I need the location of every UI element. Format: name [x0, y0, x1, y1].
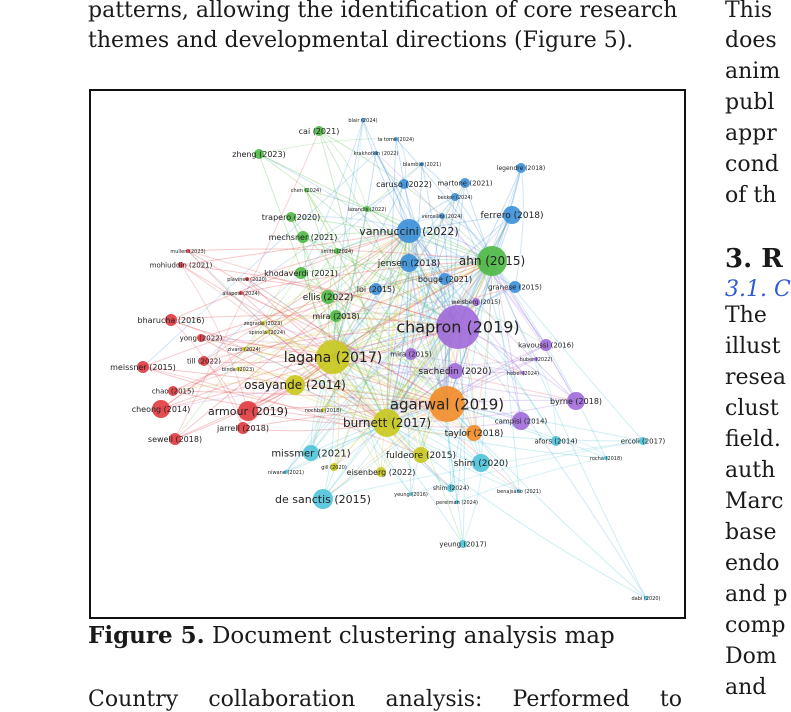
network-edge [323, 423, 387, 499]
bottom-word: Performed [512, 687, 630, 712]
network-node-label: campisi (2014) [494, 417, 548, 426]
network-node-label: spinola (2024) [248, 329, 286, 336]
network-node-label: allaposi (2024) [222, 290, 260, 297]
network-node-label: plavinee (2020) [227, 276, 267, 283]
right-column-line: of th [725, 183, 777, 208]
network-node-label: yeung (2016) [394, 491, 428, 498]
network-node-label: gill (2020) [321, 464, 347, 471]
network-node-label: cheong (2014) [131, 404, 191, 414]
network-node-label: lazandis (2022) [347, 206, 387, 213]
network-node-label: sachedin (2020) [418, 367, 492, 378]
network-node-label: mira (2015) [390, 350, 432, 359]
right-column-line: field. [725, 427, 781, 452]
network-node-label: vannuccini (2022) [359, 224, 459, 238]
network-node-label: blair (2024) [348, 117, 378, 124]
right-column-line: This [725, 0, 773, 23]
network-node-label: burnett (2017) [342, 416, 432, 431]
network-node-label: khodaverdi (2021) [264, 268, 338, 278]
network-node-label: bharucha (2016) [137, 315, 205, 325]
right-column-line: auth [725, 458, 776, 483]
network-node-label: blamble (2021) [402, 161, 442, 168]
intro-line-2: themes and developmental directions (Figure 5). [88, 28, 634, 53]
network-node-label: mohiuddin (2021) [149, 261, 213, 270]
network-node-label: chen (2024) [290, 187, 322, 194]
right-column-line: appr [725, 121, 777, 146]
network-node-label: perelman (2024) [436, 499, 478, 506]
clustering-network-figure [89, 89, 686, 619]
network-node-label: trapero (2020) [261, 212, 321, 222]
network-node-label: huber (2022) [519, 356, 553, 363]
network-node-label: mechsner (2021) [268, 232, 338, 242]
network-node-label: loi (2015) [356, 284, 396, 294]
network-node-label: benajsano (2021) [497, 488, 541, 495]
network-node-label: chao (2015) [151, 387, 195, 396]
figure-caption [88, 622, 615, 649]
network-node-label: jensen (2018) [377, 259, 441, 270]
network-node-label: weisberg (2015) [451, 299, 501, 307]
network-node-label: kavoussi (2016) [518, 341, 574, 350]
right-column-line: publ [725, 90, 775, 115]
right-column-line: anim [725, 59, 781, 84]
right-column-line: The [725, 303, 767, 328]
network-node-label: becker (2024) [437, 194, 473, 201]
network-node-label: smith (2024) [320, 248, 354, 255]
network-node-label: jarrell (2018) [217, 423, 269, 433]
bottom-paragraph-line [88, 687, 682, 712]
network-node-label: zivaro (2024) [227, 346, 261, 353]
network-node-label: dabi (2020) [631, 595, 661, 602]
network-node-label: shim (2024) [432, 485, 470, 493]
network-node-label: la torre (2024) [377, 136, 415, 143]
bottom-word: to [659, 687, 682, 712]
network-node-label: yong (2022) [179, 334, 223, 343]
network-node-label: cai (2021) [298, 126, 340, 136]
figure-caption-label: Figure 5. [88, 622, 205, 649]
network-node-label: chapron (2019) [396, 317, 520, 337]
network-node-label: agarwal (2019) [389, 395, 505, 414]
right-column-line: comp [725, 613, 786, 638]
network-node-label: bouge (2021) [417, 274, 473, 284]
right-column-line: 3. R [725, 244, 783, 274]
network-node-label: niwane (2021) [267, 469, 305, 476]
network-node-label: krakhotkin (2022) [353, 150, 399, 157]
network-edge [492, 261, 646, 598]
network-node-label: ellis (2022) [302, 293, 354, 304]
right-column-line: resea [725, 365, 786, 390]
network-node-label: mullen (2023) [170, 248, 206, 255]
network-node-label: afors (2014) [534, 437, 578, 446]
network-node-label: hebel (2024) [506, 370, 540, 377]
network-node-label: mira (2018) [312, 311, 360, 321]
network-node-label: nochba (2018) [304, 407, 342, 414]
network-node-label: vercellini (2024) [421, 213, 463, 220]
network-node-label: granese (2015) [488, 283, 542, 292]
network-node-label: ercoli (2017) [620, 437, 666, 446]
right-column-line: does [725, 28, 777, 53]
network-node-label: martone (2021) [437, 179, 493, 188]
right-column-line: illust [725, 334, 781, 359]
network-node-label: caruso (2022) [376, 179, 432, 189]
right-column-line: and p [725, 582, 788, 607]
bottom-word: collaboration [208, 687, 356, 712]
right-column-line: endo [725, 551, 780, 576]
figure-caption-text: Document clustering analysis map [204, 623, 615, 649]
network-node-label: rocha (2018) [589, 455, 623, 462]
network-node-label: shim (2020) [453, 459, 509, 470]
network-node-label: zegrada (2023) [243, 320, 283, 327]
network-node-label: armour (2019) [207, 404, 289, 418]
network-node-label: byrne (2018) [549, 396, 603, 406]
network-node-label: lagana (2017) [283, 349, 383, 366]
network-node-label: ahn (2015) [458, 254, 526, 269]
network-node-label: till (2022) [186, 357, 222, 366]
bottom-word: Country [88, 687, 179, 712]
network-node-label: legendre (2018) [496, 165, 546, 173]
network-node-label: yeung (2017) [439, 540, 487, 549]
right-column-line: 3.1. C [725, 277, 791, 302]
right-column-line: base [725, 520, 777, 545]
network-node-label: sewell (2018) [147, 434, 203, 444]
network-node-label: meissner (2015) [110, 362, 176, 372]
intro-line-1: patterns, allowing the identification of core research [88, 0, 678, 23]
network-node-label: osayande (2014) [244, 378, 346, 393]
network-node-label: missmer (2021) [271, 448, 351, 460]
network-node-label: binde (2023) [221, 366, 255, 373]
right-column [725, 0, 791, 711]
network-node-label: zheng (2023) [232, 149, 286, 159]
bottom-word: analysis: [385, 687, 483, 712]
right-column-line: Dom [725, 644, 777, 669]
network-node-label: de sanctis (2015) [275, 492, 371, 506]
network-node-label: fuldeore (2015) [386, 451, 456, 462]
right-column-line: Marc [725, 489, 784, 514]
right-column-line: and [725, 675, 767, 700]
network-svg [91, 91, 684, 617]
right-column-line: cond [725, 152, 779, 177]
right-column-line: clust [725, 396, 779, 421]
network-node-label: taylor (2018) [444, 429, 504, 440]
network-node-label: eisenberg (2022) [346, 467, 416, 477]
network-node-label: ferrero (2018) [480, 211, 544, 222]
